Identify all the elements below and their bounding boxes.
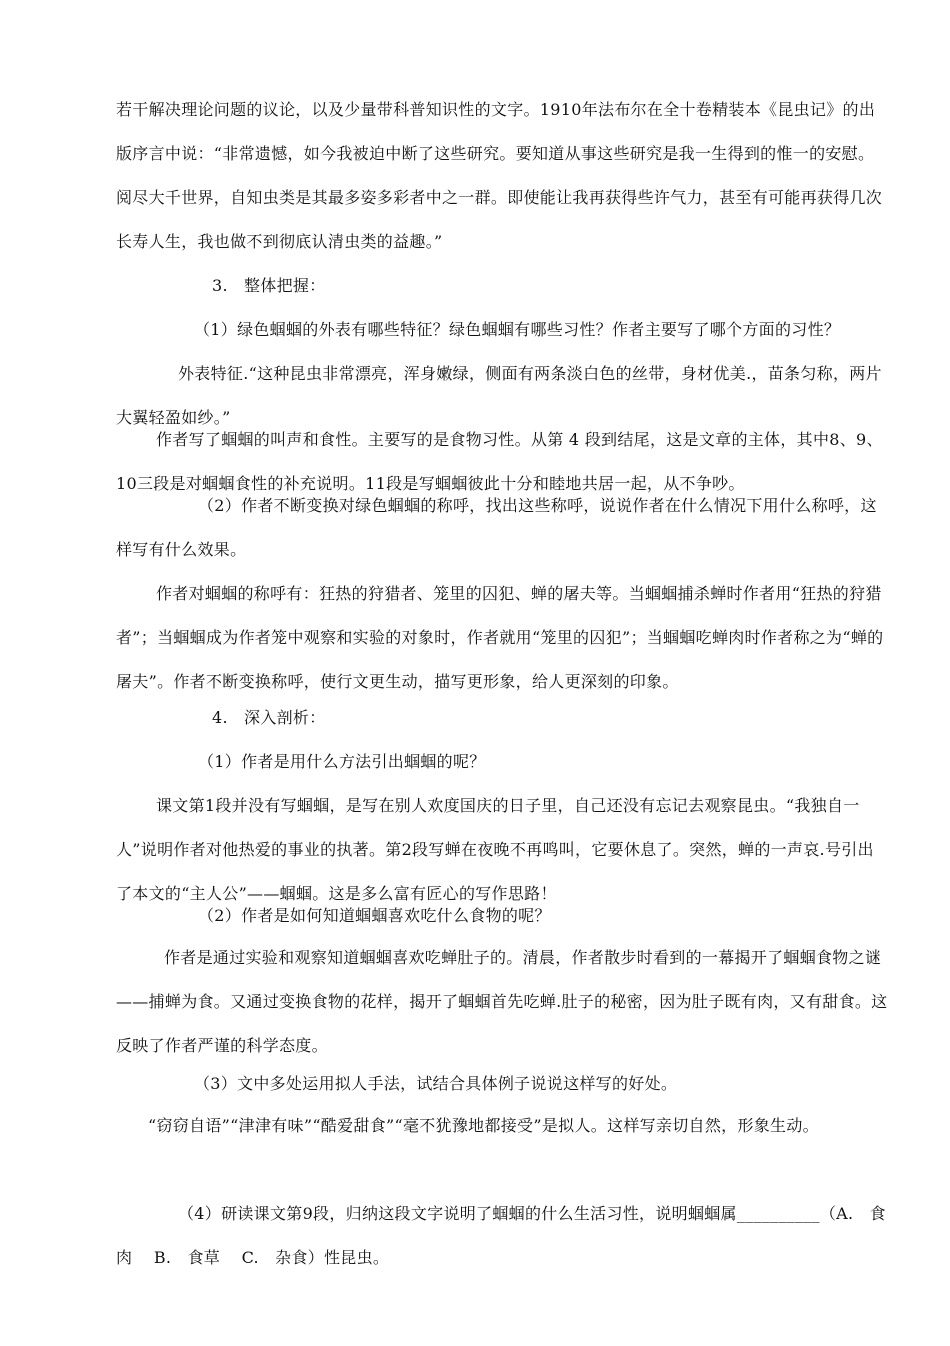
question-4-1: （1）作者是用什么方法引出蝈蝈的呢？ — [198, 752, 486, 771]
answer-3-2: 作者对蝈蝈的称呼有：狂热的狩猎者、笼里的囚犯、蝉的屠夫等。当蝈蝈捕杀蝉时作者用“狂热的狩猎者”；当蝈蝈成为作者笼中观察和实验的对象时，作者就用“笼里的囚犯”；当蝈蝈吃蝉肉时作者称之为“蝉的屠夫”。作者不断变换称呼，使行文更生动，描写更形象，给人更深刻的印象。 — [116, 584, 884, 691]
answer-3-1-appearance: 外表特征.“这种昆虫非常漂亮，浑身嫩绿，侧面有两条淡白色的丝带，身材优美.，苗条匀称，两片大翼轻盈如纱。” — [116, 364, 882, 427]
answer-4-2: 作者是通过实验和观察知道蝈蝈喜欢吃蝉肚子的。清晨，作者散步时看到的一幕揭开了蝈蝈食物之谜——捕蝉为食。又通过变换食物的花样，揭开了蝈蝈首先吃蝉.肚子的秘密，因为肚子既有肉，又有甜食。这反映了作者严谨的科学态度。 — [116, 948, 888, 1055]
answer-4-3: “窃窃自语”“津津有味”“酷爱甜食”“毫不犹豫地都接受”是拟人。这样写亲切自然，形象生动。 — [148, 1116, 819, 1135]
question-3-1: （1）绿色蝈蝈的外表有哪些特征？绿色蝈蝈有哪些习性？作者主要写了哪个方面的习性？ — [194, 320, 841, 339]
answer-3-1-habits: 作者写了蝈蝈的叫声和食性。主要写的是食物习性。从第 4 段到结尾，这是文章的主体，其中8、9、10三段是对蝈蝈食性的补充说明。11段是写蝈蝈彼此十分和睦地共居一起，从不争吵。 — [116, 430, 883, 493]
question-4-3: （3）文中多处运用拟人手法，试结合具体例子说说这样写的好处。 — [194, 1074, 678, 1093]
section-4-heading: 4. 深入剖析： — [212, 708, 326, 727]
intro-paragraph: 若干解决理论问题的议论，以及少量带科普知识性的文字。1910年法布尔在全十卷精装本《昆虫记》的出版序言中说：“非常遗憾，如今我被迫中断了这些研究。要知道从事这些研究是我一生得到的惟一的安慰。阅尽大千世界，自知虫类是其最多姿多彩者中之一群。即使能让我再获得些许气力，甚至有可能再获得几次长寿人生，我也做不到彻底认清虫类的益趣。” — [116, 100, 883, 251]
question-4-2: （2）作者是如何知道蝈蝈喜欢吃什么食物的呢？ — [198, 906, 551, 925]
section-3-heading: 3. 整体把握： — [212, 276, 326, 295]
question-3-2: （2）作者不断变换对绿色蝈蝈的称呼，找出这些称呼，说说作者在什么情况下用什么称呼，这样写有什么效果。 — [116, 496, 877, 559]
question-4-4: （4）研读课文第9段，归纳这段文字说明了蝈蝈的什么生活习性，说明蝈蝈属__________（A. 食肉 B. 食草 C. 杂食）性昆虫。 — [116, 1204, 886, 1267]
answer-4-1: 课文第1段并没有写蝈蝈，是写在别人欢度国庆的日子里，自己还没有忘记去观察昆虫。“我独自一人”说明作者对他热爱的事业的执著。第2段写蝉在夜晚不再鸣叫，它要休息了。突然，蝉的一声哀.号引出了本文的“主人公”——蝈蝈。这是多么富有匠心的写作思路！ — [116, 796, 874, 903]
